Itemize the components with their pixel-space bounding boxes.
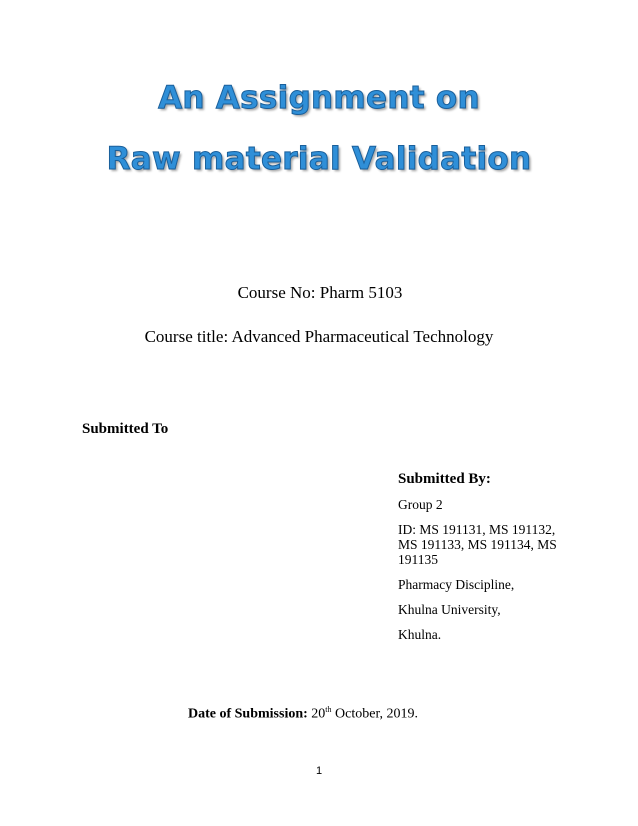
submitted-by-label: Submitted By: — [398, 471, 491, 487]
student-ids: ID: MS 191131, MS 191132, MS 191133, MS 191134, MS 191135 — [398, 522, 557, 567]
submission-date — [188, 705, 418, 723]
discipline: Pharmacy Discipline, — [398, 577, 515, 592]
course-number: Course No: Pharm 5103 — [237, 283, 403, 302]
submitted-to-label: Submitted To — [82, 421, 169, 437]
title-line-1: An Assignment on — [158, 80, 480, 116]
date-label: Date of Submission: — [188, 706, 308, 722]
page-number: 1 — [315, 765, 323, 777]
city: Khulna. — [398, 627, 442, 642]
title-line-2: Raw material Validation — [106, 141, 532, 177]
submitted-by-block — [398, 472, 568, 652]
course-title: Course title: Advanced Pharmaceutical Technology — [144, 327, 494, 346]
university: Khulna University, — [398, 602, 501, 617]
date-rest: October, 2019. — [331, 706, 419, 722]
group-name: Group 2 — [398, 497, 443, 512]
date-suffix: th — [325, 705, 332, 714]
date-day: 20 — [311, 706, 326, 722]
